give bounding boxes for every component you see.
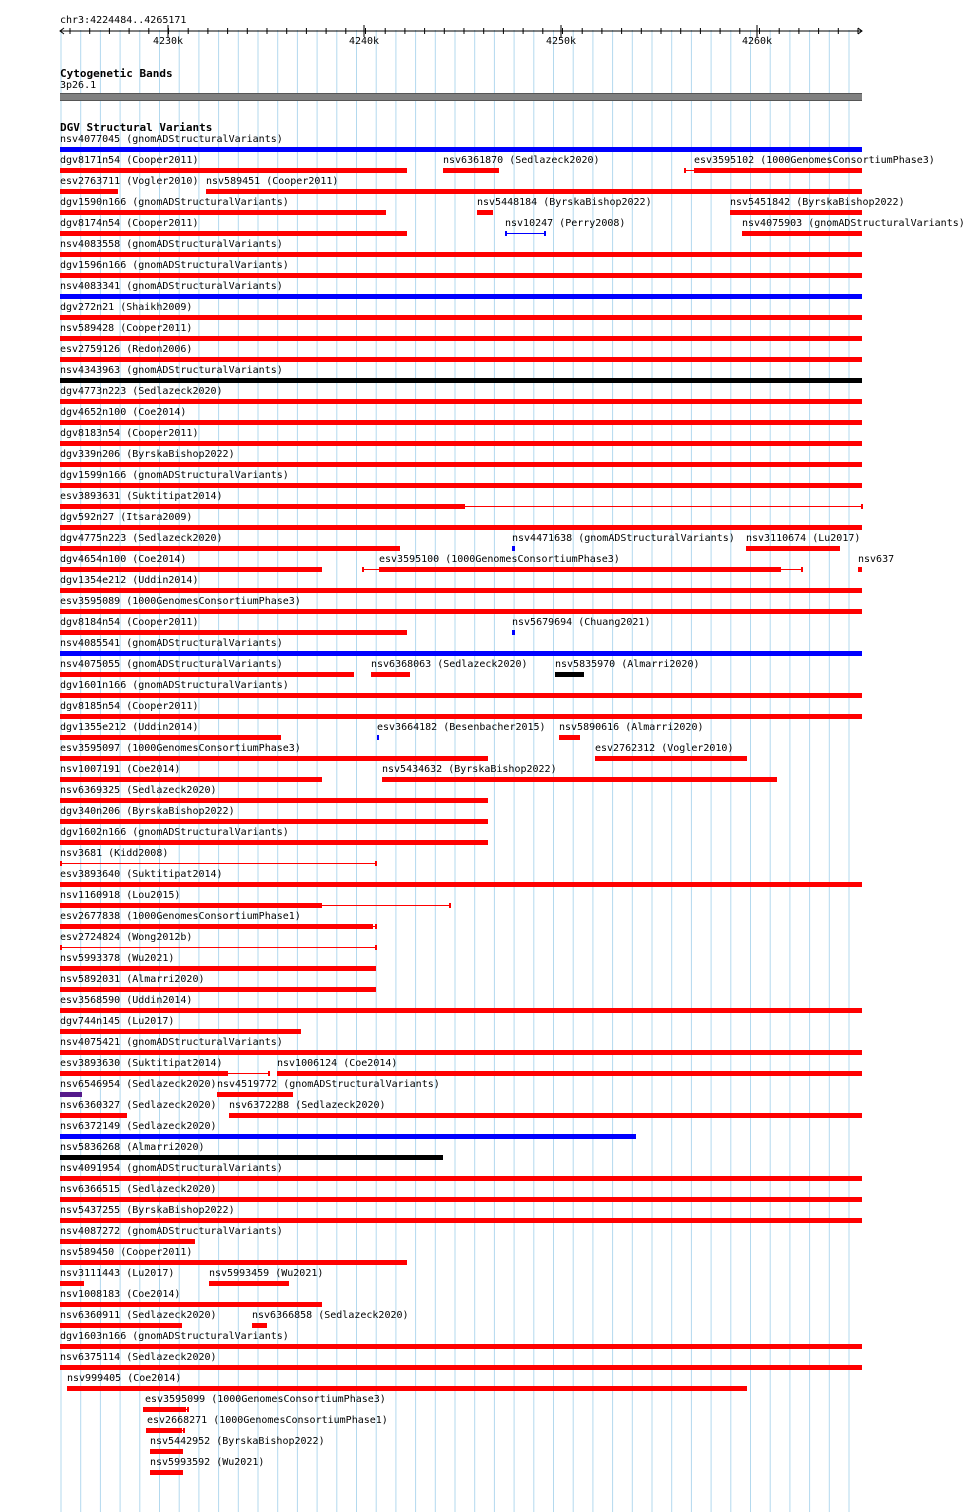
feature-label[interactable]: dgv592n27 (Itsara2009): [60, 512, 193, 523]
feature-bar[interactable]: [60, 1008, 862, 1013]
feature-label[interactable]: nsv5993592 (Wu2021): [150, 1457, 265, 1468]
feature-label[interactable]: dgv1603n166 (gnomADStructuralVariants): [60, 1331, 289, 1342]
feature-bar[interactable]: [60, 315, 862, 320]
feature-bar[interactable]: [67, 1386, 747, 1391]
feature-bar[interactable]: [60, 840, 488, 845]
feature-bar[interactable]: [60, 1344, 862, 1349]
feature-bar[interactable]: [60, 567, 322, 572]
feature-bar[interactable]: [746, 546, 840, 551]
feature-bar[interactable]: [60, 1134, 636, 1139]
feature-bar[interactable]: [252, 1323, 266, 1328]
feature-bar[interactable]: [60, 231, 407, 236]
feature-label[interactable]: nsv1006124 (Coe2014): [277, 1058, 398, 1069]
feature-bar[interactable]: [60, 1260, 407, 1265]
feature-label[interactable]: nsv4075903 (gnomADStructuralVariants): [742, 218, 965, 229]
feature-label[interactable]: nsv6546954 (Sedlazeck2020): [60, 1079, 217, 1090]
feature-bar[interactable]: [209, 1281, 288, 1286]
feature-label[interactable]: esv2763711 (Vogler2010): [60, 176, 199, 187]
feature-label[interactable]: esv3893630 (Suktitipat2014): [60, 1058, 223, 1069]
feature-bar[interactable]: [229, 1113, 862, 1118]
feature-whisker[interactable]: [465, 506, 862, 507]
feature-bar[interactable]: [217, 1092, 292, 1097]
feature-label[interactable]: nsv6360327 (Sedlazeck2020): [60, 1100, 217, 1111]
feature-label[interactable]: nsv589428 (Cooper2011): [60, 323, 193, 334]
feature-bar[interactable]: [60, 504, 465, 509]
feature-label[interactable]: nsv4075421 (gnomADStructuralVariants): [60, 1037, 283, 1048]
feature-bar[interactable]: [60, 525, 862, 530]
feature-bar[interactable]: [60, 168, 407, 173]
feature-label[interactable]: nsv5836268 (Almarri2020): [60, 1142, 205, 1153]
feature-label[interactable]: dgv1355e212 (Uddin2014): [60, 722, 199, 733]
feature-label[interactable]: nsv6372149 (Sedlazeck2020): [60, 1121, 217, 1132]
feature-bar[interactable]: [382, 777, 777, 782]
feature-label[interactable]: nsv589451 (Cooper2011): [206, 176, 339, 187]
feature-label[interactable]: nsv5993459 (Wu2021): [209, 1268, 324, 1279]
feature-bar[interactable]: [694, 168, 862, 173]
feature-bar[interactable]: [60, 1218, 862, 1223]
feature-label[interactable]: nsv4085541 (gnomADStructuralVariants): [60, 638, 283, 649]
feature-whisker-end[interactable]: [183, 1428, 185, 1433]
feature-bar[interactable]: [60, 252, 862, 257]
feature-bar[interactable]: [730, 210, 862, 215]
feature-label[interactable]: esv3595102 (1000GenomesConsortiumPhase3): [694, 155, 935, 166]
feature-label[interactable]: esv3664182 (Besenbacher2015): [377, 722, 546, 733]
feature-bar[interactable]: [60, 777, 322, 782]
feature-label[interactable]: nsv589450 (Cooper2011): [60, 1247, 193, 1258]
feature-bar[interactable]: [60, 420, 862, 425]
feature-bar[interactable]: [60, 1302, 322, 1307]
feature-bar[interactable]: [559, 735, 581, 740]
feature-bar[interactable]: [858, 567, 862, 572]
feature-label[interactable]: dgv340n206 (ByrskaBishop2022): [60, 806, 235, 817]
feature-bar[interactable]: [60, 693, 862, 698]
feature-bar[interactable]: [60, 1323, 182, 1328]
ruler-tick-label: 4230k: [152, 36, 184, 47]
feature-label[interactable]: nsv5892031 (Almarri2020): [60, 974, 205, 985]
feature-whisker-end[interactable]: [268, 1071, 270, 1076]
feature-label[interactable]: dgv8171n54 (Cooper2011): [60, 155, 199, 166]
ruler-tick-label: 4260k: [741, 36, 773, 47]
feature-bar[interactable]: [60, 294, 862, 299]
feature-bar[interactable]: [595, 756, 747, 761]
feature-bar[interactable]: [512, 546, 514, 551]
feature-bar[interactable]: [371, 672, 409, 677]
feature-label[interactable]: esv3568590 (Uddin2014): [60, 995, 193, 1006]
feature-label[interactable]: dgv8174n54 (Cooper2011): [60, 218, 199, 229]
feature-bar[interactable]: [60, 210, 386, 215]
feature-label[interactable]: nsv3110674 (Lu2017): [746, 533, 861, 544]
feature-bar[interactable]: [206, 189, 862, 194]
feature-bar-end[interactable]: [505, 231, 507, 236]
feature-label[interactable]: nsv6368063 (Sedlazeck2020): [371, 659, 528, 670]
feature-label[interactable]: nsv4091954 (gnomADStructuralVariants): [60, 1163, 283, 1174]
feature-label[interactable]: nsv1008183 (Coe2014): [60, 1289, 181, 1300]
feature-bar[interactable]: [60, 882, 862, 887]
feature-label[interactable]: nsv3681 (Kidd2008): [60, 848, 169, 859]
feature-label[interactable]: nsv6375114 (Sedlazeck2020): [60, 1352, 217, 1363]
feature-label[interactable]: nsv5448184 (ByrskaBishop2022): [477, 197, 652, 208]
cytoband-label: 3p26.1: [60, 80, 97, 91]
feature-whisker-end[interactable]: [449, 903, 451, 908]
feature-label[interactable]: nsv5679694 (Chuang2021): [512, 617, 651, 628]
feature-bar[interactable]: [477, 210, 493, 215]
feature-bar[interactable]: [443, 168, 499, 173]
feature-bar[interactable]: [60, 735, 281, 740]
feature-bar[interactable]: [60, 947, 376, 948]
feature-bar-end[interactable]: [60, 945, 62, 950]
feature-bar[interactable]: [60, 903, 322, 908]
feature-whisker[interactable]: [362, 569, 380, 570]
feature-label[interactable]: nsv5993378 (Wu2021): [60, 953, 175, 964]
feature-label[interactable]: esv3595089 (1000GenomesConsortiumPhase3): [60, 596, 301, 607]
feature-label[interactable]: dgv339n206 (ByrskaBishop2022): [60, 449, 235, 460]
feature-label[interactable]: dgv8184n54 (Cooper2011): [60, 617, 199, 628]
feature-label[interactable]: nsv4077045 (gnomADStructuralVariants): [60, 134, 283, 145]
feature-bar[interactable]: [60, 966, 376, 971]
feature-whisker-end[interactable]: [362, 567, 364, 572]
ruler-tick-label: 4250k: [545, 36, 577, 47]
feature-bar-end[interactable]: [375, 945, 377, 950]
feature-bar[interactable]: [60, 1197, 862, 1202]
feature-label[interactable]: dgv1599n166 (gnomADStructuralVariants): [60, 470, 289, 481]
feature-label[interactable]: nsv4343963 (gnomADStructuralVariants): [60, 365, 283, 376]
feature-label[interactable]: nsv4519772 (gnomADStructuralVariants): [217, 1079, 440, 1090]
feature-bar[interactable]: [512, 630, 514, 635]
feature-whisker-end[interactable]: [375, 924, 377, 929]
feature-label[interactable]: nsv3111443 (Lu2017): [60, 1268, 175, 1279]
feature-whisker[interactable]: [781, 569, 802, 570]
feature-bar[interactable]: [60, 357, 862, 362]
feature-label[interactable]: dgv1596n166 (gnomADStructuralVariants): [60, 260, 289, 271]
feature-label[interactable]: nsv6372288 (Sedlazeck2020): [229, 1100, 386, 1111]
feature-label[interactable]: nsv6366515 (Sedlazeck2020): [60, 1184, 217, 1195]
feature-whisker-end[interactable]: [187, 1407, 189, 1412]
feature-bar[interactable]: [60, 987, 376, 992]
feature-bar[interactable]: [505, 233, 545, 234]
feature-label[interactable]: dgv1602n166 (gnomADStructuralVariants): [60, 827, 289, 838]
feature-label[interactable]: esv3595097 (1000GenomesConsortiumPhase3): [60, 743, 301, 754]
feature-label[interactable]: nsv4083558 (gnomADStructuralVariants): [60, 239, 283, 250]
feature-bar[interactable]: [60, 189, 118, 194]
feature-bar[interactable]: [60, 756, 488, 761]
feature-bar[interactable]: [377, 735, 379, 740]
feature-label[interactable]: esv2762312 (Vogler2010): [595, 743, 734, 754]
feature-bar[interactable]: [60, 378, 862, 383]
feature-label[interactable]: esv3893640 (Suktitipat2014): [60, 869, 223, 880]
feature-label[interactable]: nsv5451842 (ByrskaBishop2022): [730, 197, 905, 208]
feature-label[interactable]: nsv4087272 (gnomADStructuralVariants): [60, 1226, 283, 1237]
feature-whisker[interactable]: [322, 905, 450, 906]
feature-bar[interactable]: [277, 1071, 862, 1076]
feature-whisker-end[interactable]: [801, 567, 803, 572]
feature-bar[interactable]: [60, 336, 862, 341]
feature-bar[interactable]: [60, 651, 862, 656]
ruler-tick-label: 4240k: [348, 36, 380, 47]
feature-bar[interactable]: [60, 630, 407, 635]
feature-label[interactable]: nsv5437255 (ByrskaBishop2022): [60, 1205, 235, 1216]
feature-label[interactable]: dgv272n21 (Shaikh2009): [60, 302, 193, 313]
feature-label[interactable]: dgv8185n54 (Cooper2011): [60, 701, 199, 712]
feature-label[interactable]: dgv1601n166 (gnomADStructuralVariants): [60, 680, 289, 691]
feature-bar[interactable]: [60, 147, 862, 152]
feature-label[interactable]: dgv1354e212 (Uddin2014): [60, 575, 199, 586]
feature-bar[interactable]: [60, 399, 862, 404]
feature-bar[interactable]: [60, 1365, 862, 1370]
feature-bar[interactable]: [60, 924, 373, 929]
feature-bar[interactable]: [60, 273, 862, 278]
feature-bar[interactable]: [60, 462, 862, 467]
feature-label[interactable]: nsv4075055 (gnomADStructuralVariants): [60, 659, 283, 670]
feature-label[interactable]: nsv4471638 (gnomADStructuralVariants): [512, 533, 735, 544]
feature-label[interactable]: nsv1007191 (Coe2014): [60, 764, 181, 775]
feature-label[interactable]: nsv5442952 (ByrskaBishop2022): [150, 1436, 325, 1447]
feature-label[interactable]: nsv637: [858, 554, 895, 565]
feature-label[interactable]: nsv6361870 (Sedlazeck2020): [443, 155, 600, 166]
feature-whisker-end[interactable]: [861, 504, 863, 509]
feature-label[interactable]: nsv5890616 (Almarri2020): [559, 722, 704, 733]
feature-bar[interactable]: [60, 1176, 862, 1181]
feature-bar-end[interactable]: [544, 231, 546, 236]
dgv-track-title: DGV Structural Variants: [60, 121, 213, 134]
feature-label[interactable]: nsv1160918 (Lou2015): [60, 890, 181, 901]
feature-bar-end[interactable]: [60, 861, 62, 866]
feature-bar[interactable]: [60, 609, 862, 614]
feature-label[interactable]: esv3595099 (1000GenomesConsortiumPhase3): [145, 1394, 386, 1405]
feature-label[interactable]: nsv5835970 (Almarri2020): [555, 659, 700, 670]
feature-bar[interactable]: [150, 1470, 184, 1475]
feature-bar[interactable]: [60, 714, 862, 719]
feature-bar[interactable]: [60, 1239, 195, 1244]
feature-label[interactable]: dgv4654n100 (Coe2014): [60, 554, 187, 565]
feature-bar[interactable]: [555, 672, 584, 677]
feature-label[interactable]: nsv4083341 (gnomADStructuralVariants): [60, 281, 283, 292]
feature-bar[interactable]: [60, 1113, 127, 1118]
feature-bar[interactable]: [60, 441, 862, 446]
cytoband-track-title: Cytogenetic Bands: [60, 67, 173, 80]
feature-label[interactable]: esv2759126 (Redon2006): [60, 344, 193, 355]
feature-bar[interactable]: [60, 672, 354, 677]
feature-bar[interactable]: [60, 798, 488, 803]
feature-bar[interactable]: [60, 546, 400, 551]
feature-label[interactable]: dgv4773n223 (Sedlazeck2020): [60, 386, 223, 397]
feature-bar[interactable]: [60, 1155, 443, 1160]
feature-bar[interactable]: [60, 1050, 862, 1055]
feature-label[interactable]: dgv1590n166 (gnomADStructuralVariants): [60, 197, 289, 208]
feature-bar[interactable]: [60, 863, 376, 864]
feature-label[interactable]: nsv6369325 (Sedlazeck2020): [60, 785, 217, 796]
feature-label[interactable]: nsv5434632 (ByrskaBishop2022): [382, 764, 557, 775]
feature-bar-end[interactable]: [375, 861, 377, 866]
region-label: chr3:4224484..4265171: [60, 15, 187, 26]
feature-label[interactable]: nsv999405 (Coe2014): [67, 1373, 182, 1384]
feature-bar[interactable]: [60, 1092, 82, 1097]
feature-label[interactable]: dgv4775n223 (Sedlazeck2020): [60, 533, 223, 544]
feature-label[interactable]: dgv4652n100 (Coe2014): [60, 407, 187, 418]
feature-label[interactable]: nsv6366858 (Sedlazeck2020): [252, 1310, 409, 1321]
feature-label[interactable]: nsv10247 (Perry2008): [505, 218, 626, 229]
feature-whisker[interactable]: [228, 1073, 269, 1074]
feature-whisker-end[interactable]: [684, 168, 686, 173]
feature-bar[interactable]: [60, 1281, 84, 1286]
feature-label[interactable]: nsv6360911 (Sedlazeck2020): [60, 1310, 217, 1321]
feature-bar[interactable]: [60, 819, 488, 824]
feature-label[interactable]: esv2677838 (1000GenomesConsortiumPhase1): [60, 911, 301, 922]
feature-bar[interactable]: [60, 588, 862, 593]
feature-bar[interactable]: [379, 567, 781, 572]
feature-label[interactable]: esv3595100 (1000GenomesConsortiumPhase3): [379, 554, 620, 565]
feature-label[interactable]: dgv8183n54 (Cooper2011): [60, 428, 199, 439]
feature-label[interactable]: dgv744n145 (Lu2017): [60, 1016, 175, 1027]
feature-label[interactable]: esv2724824 (Wong2012b): [60, 932, 193, 943]
feature-bar[interactable]: [60, 1029, 301, 1034]
feature-bar[interactable]: [60, 483, 862, 488]
feature-bar[interactable]: [147, 1428, 181, 1433]
feature-bar[interactable]: [60, 1071, 228, 1076]
feature-bar[interactable]: [145, 1407, 186, 1412]
feature-label[interactable]: esv2668271 (1000GenomesConsortiumPhase1): [147, 1415, 388, 1426]
feature-bar[interactable]: [150, 1449, 184, 1454]
feature-label[interactable]: esv3893631 (Suktitipat2014): [60, 491, 223, 502]
feature-bar[interactable]: [742, 231, 862, 236]
